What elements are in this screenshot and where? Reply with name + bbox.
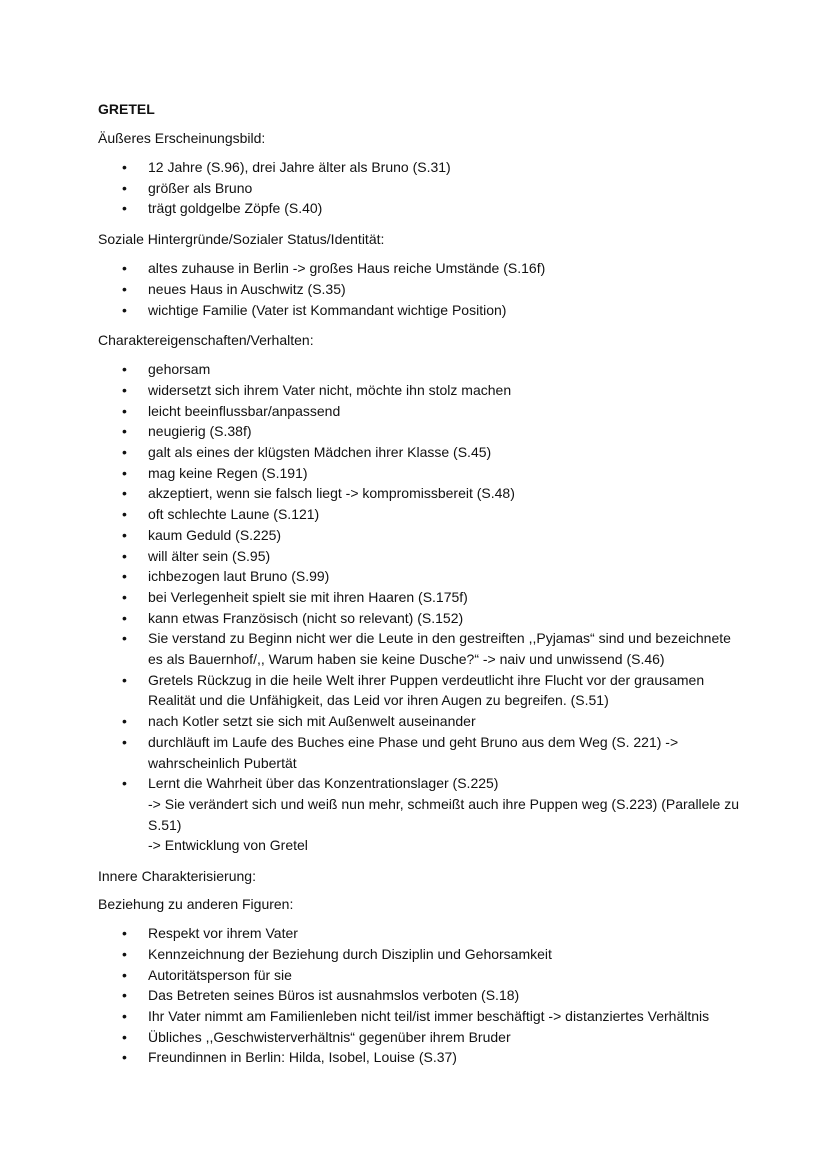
bullet-icon: •	[122, 671, 127, 688]
list-item-text: Freundinnen in Berlin: Hilda, Isobel, Louise (S.37)	[148, 1049, 457, 1066]
bullet-icon: •	[122, 402, 127, 419]
bullet-icon: •	[122, 464, 127, 481]
list-item	[98, 504, 768, 525]
section-heading: Äußeres Erscheinungsbild:	[98, 130, 266, 146]
list-item-text: widersetzt sich ihrem Vater nicht, möchte ihn stolz machen	[148, 381, 512, 398]
bullet-icon: •	[122, 733, 127, 750]
document-body	[98, 129, 768, 1068]
list-item	[98, 670, 768, 711]
list-item	[98, 566, 768, 587]
section-heading: Beziehung zu anderen Figuren:	[98, 896, 294, 913]
list-item	[98, 608, 768, 629]
bullet-icon: •	[122, 381, 127, 398]
list-item-text: -> Entwicklung von Gretel	[148, 837, 308, 854]
list-item	[98, 923, 768, 944]
list-item-text: 12 Jahre (S.96), drei Jahre älter als Bruno (S.31)	[148, 159, 451, 175]
list-item	[98, 300, 768, 321]
list-item	[98, 546, 768, 567]
bullet-icon: •	[122, 547, 127, 564]
list-item	[98, 380, 768, 401]
bullet-icon: •	[122, 200, 127, 217]
list-item-text: Respekt vor ihrem Vater	[148, 925, 298, 942]
bullet-icon: •	[122, 987, 127, 1004]
bullet-icon: •	[122, 1028, 127, 1045]
bullet-icon: •	[122, 159, 127, 175]
list-item-text: Übliches ,,Geschwisterverhältnis“ gegenüber ihrem Bruder	[148, 1028, 511, 1045]
list-item	[98, 773, 768, 856]
list-item	[98, 985, 768, 1006]
list-item	[98, 628, 768, 669]
bullet-list	[98, 258, 768, 320]
list-item-text: Realität und die Unfähigkeit, das Leid vor ihren Augen zu begreifen. (S.51)	[148, 692, 609, 709]
bullet-icon: •	[122, 966, 127, 983]
bullet-icon: •	[122, 925, 127, 942]
list-item-text: Gretels Rückzug in die heile Welt ihrer Puppen verdeutlicht ihre Flucht vor der grausamen	[148, 671, 705, 688]
section-heading: Soziale Hintergründe/Sozialer Status/Identität:	[98, 231, 385, 248]
list-item-text: leicht beeinflussbar/anpassend	[148, 402, 341, 419]
bullet-icon: •	[122, 630, 127, 647]
list-item	[98, 198, 768, 219]
bullet-list	[98, 359, 768, 856]
list-item	[98, 711, 768, 732]
list-item-text: will älter sein (S.95)	[148, 547, 271, 564]
bullet-icon: •	[122, 1049, 127, 1066]
list-item-text: Kennzeichnung der Beziehung durch Disziplin und Gehorsamkeit	[148, 945, 552, 962]
list-item-text: Lernt die Wahrheit über das Konzentrationslager (S.225)	[148, 775, 499, 792]
list-item-text: mag keine Regen (S.191)	[148, 464, 308, 481]
list-item	[98, 359, 768, 380]
list-item	[98, 178, 768, 199]
list-item-text: wichtige Familie (Vater ist Kommandant wichtige Position)	[148, 301, 507, 318]
list-item	[98, 463, 768, 484]
list-item-text: Autoritätsperson für sie	[148, 966, 292, 983]
list-item	[98, 587, 768, 608]
list-item-text: Ihr Vater nimmt am Familienleben nicht teil/ist immer beschäftigt -> distanziertes Verhältnis	[148, 1007, 710, 1024]
bullet-icon: •	[122, 260, 127, 277]
bullet-list	[98, 157, 768, 219]
list-item	[98, 483, 768, 504]
bullet-icon: •	[122, 361, 127, 378]
list-item-text: gehorsam	[148, 361, 211, 378]
list-item-text: -> Sie verändert sich und weiß nun mehr, schmeißt auch ihre Puppen weg (S.223) (Parallele zu	[148, 795, 740, 812]
bullet-icon: •	[122, 301, 127, 318]
list-item-text: neues Haus in Auschwitz (S.35)	[148, 280, 346, 297]
page-title: GRETEL	[98, 101, 155, 117]
list-item-text: S.51)	[148, 816, 182, 833]
list-item	[98, 401, 768, 422]
list-item-text: oft schlechte Laune (S.121)	[148, 506, 320, 523]
section-heading: Innere Charakterisierung:	[98, 868, 256, 885]
list-item	[98, 944, 768, 965]
list-item-text: es als Bauernhof/,, Warum haben sie keine Dusche?“ -> naiv und unwissend (S.46)	[148, 651, 665, 668]
list-item	[98, 421, 768, 442]
bullet-icon: •	[122, 775, 127, 792]
list-item-text: Das Betreten seines Büros ist ausnahmslos verboten (S.18)	[148, 987, 520, 1004]
list-item-text: ichbezogen laut Bruno (S.99)	[148, 568, 330, 585]
list-item-text: bei Verlegenheit spielt sie mit ihren Haaren (S.175f)	[148, 588, 468, 605]
bullet-icon: •	[122, 1007, 127, 1024]
list-item-text: altes zuhause in Berlin -> großes Haus reiche Umstände (S.16f)	[148, 260, 546, 277]
list-item-text: nach Kotler setzt sie sich mit Außenwelt auseinander	[148, 713, 476, 730]
bullet-icon: •	[122, 423, 127, 440]
list-item-text: durchläuft im Laufe des Buches eine Phase und geht Bruno aus dem Weg (S. 221) ->	[148, 733, 679, 750]
list-item-text: trägt goldgelbe Zöpfe (S.40)	[148, 200, 323, 217]
list-item-text: galt als eines der klügsten Mädchen ihrer Klasse (S.45)	[148, 444, 492, 461]
bullet-list	[98, 923, 768, 1068]
bullet-icon: •	[122, 568, 127, 585]
bullet-icon: •	[122, 444, 127, 461]
section-heading: Charaktereigenschaften/Verhalten:	[98, 332, 314, 349]
bullet-icon: •	[122, 588, 127, 605]
list-item	[98, 1006, 768, 1027]
list-item	[98, 1027, 768, 1048]
list-item	[98, 157, 768, 178]
bullet-icon: •	[122, 506, 127, 523]
list-item	[98, 279, 768, 300]
list-item-text: akzeptiert, wenn sie falsch liegt -> kompromissbereit (S.48)	[148, 485, 515, 502]
list-item	[98, 1047, 768, 1068]
bullet-icon: •	[122, 609, 127, 626]
bullet-icon: •	[122, 485, 127, 502]
list-item-text: neugierig (S.38f)	[148, 423, 252, 440]
list-item-text: größer als Bruno	[148, 179, 253, 196]
list-item	[98, 442, 768, 463]
list-item-text: wahrscheinlich Pubertät	[148, 754, 297, 771]
bullet-icon: •	[122, 280, 127, 297]
bullet-icon: •	[122, 179, 127, 196]
list-item	[98, 525, 768, 546]
list-item-text: kann etwas Französisch (nicht so relevant) (S.152)	[148, 609, 464, 626]
list-item-text: Sie verstand zu Beginn nicht wer die Leute in den gestreiften ,,Pyjamas“ sind und bezeichnete	[148, 630, 731, 647]
list-item	[98, 732, 768, 773]
list-item-text: kaum Geduld (S.225)	[148, 526, 282, 543]
bullet-icon: •	[122, 713, 127, 730]
list-item	[98, 965, 768, 986]
bullet-icon: •	[122, 526, 127, 543]
bullet-icon: •	[122, 945, 127, 962]
list-item	[98, 258, 768, 279]
